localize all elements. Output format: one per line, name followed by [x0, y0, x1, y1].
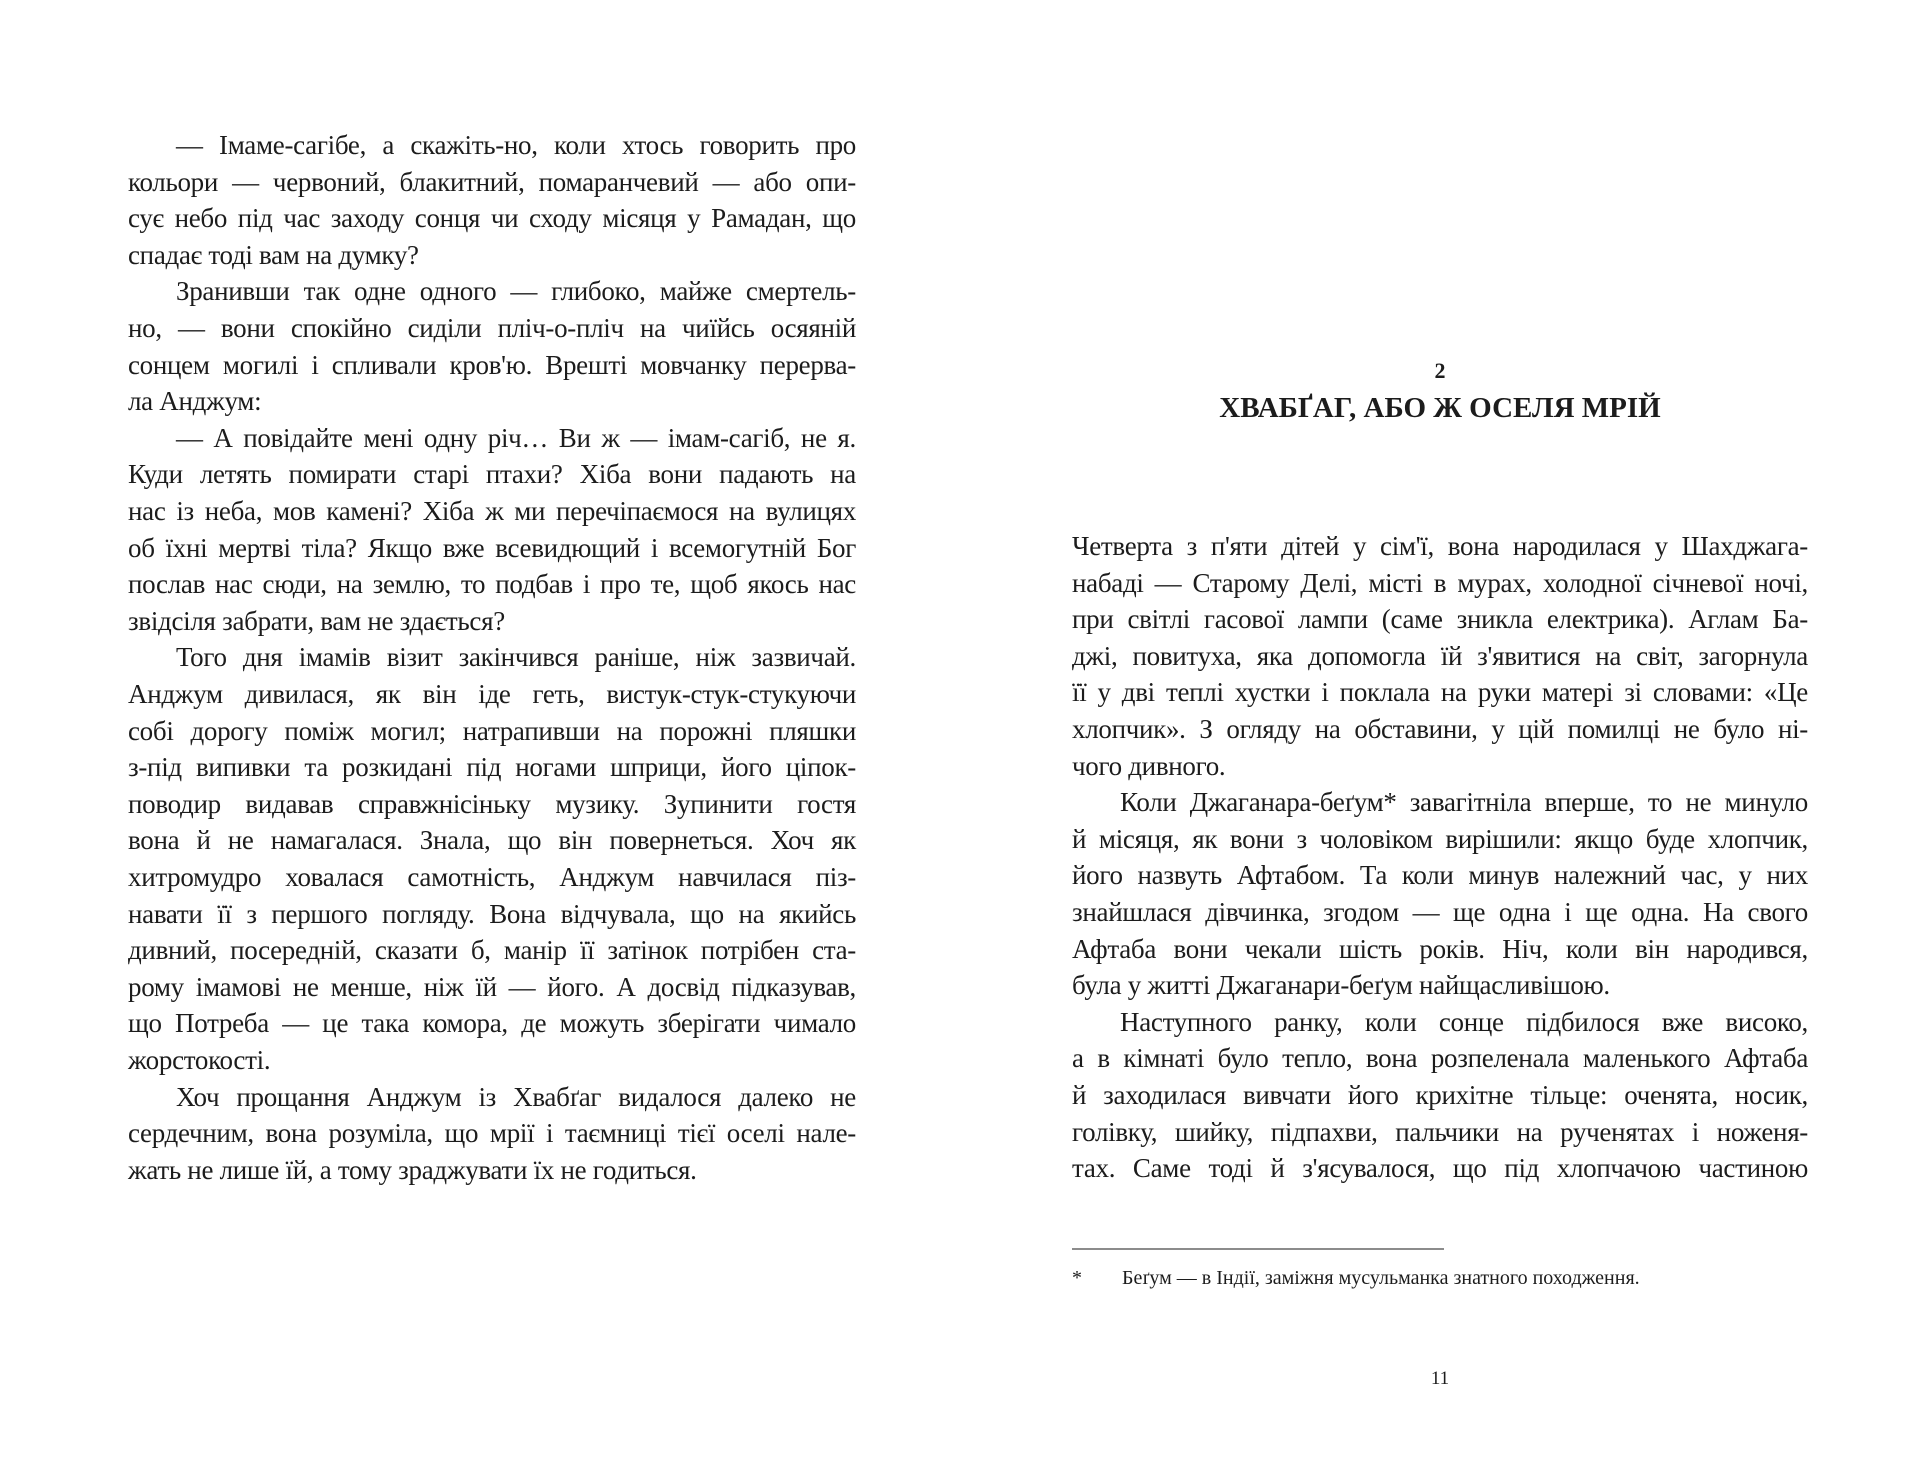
text-line: собі дорогу поміж могил; натрапивши на порожні пляшки — [128, 715, 856, 746]
text-line: поводир видавав справжнісіньку музику. Зупинити гостя — [128, 788, 856, 819]
text-line: тах. Саме тоді й з'ясувалося, що під хлопчачою частиною — [1072, 1153, 1808, 1184]
chapter-number: 2 — [1434, 358, 1446, 383]
text-line: спадає тоді вам на думку? — [128, 239, 419, 270]
text-line: жорстокості. — [128, 1045, 271, 1075]
text-line: з-під випивки та розкидані під ногами шприци, його ціпок- — [128, 752, 856, 783]
text-line: Куди летять помирати старі птахи? Хіба вони падають на — [128, 459, 856, 490]
text-line: а в кімнаті було тепло, вона розпеленала маленького Афтаба — [1072, 1043, 1808, 1074]
text-line: його назвуть Афтабом. Та коли минув належний час, у них — [1072, 860, 1808, 891]
page-number: 11 — [1430, 1368, 1450, 1389]
text-line: голівку, шийку, підпахви, пальчики на рученятах і ноженя- — [1072, 1116, 1808, 1147]
text-line: сує небо під час заходу сонця чи сходу місяця у Рамадан, що — [128, 203, 856, 234]
text-line: при світлі гасової лампи (саме зникла електрика). Аглам Ба- — [1072, 604, 1808, 635]
text-line: ла Анджум: — [128, 386, 262, 417]
text-line: Анджум дивилася, як він іде геть, вистук-стук-стукуючи — [128, 679, 856, 709]
footnote-divider — [1072, 1248, 1444, 1250]
text-line: вона й не намагалася. Знала, що він повернеться. Хоч як — [128, 825, 856, 856]
text-line: Четверта з п'яти дітей у сім'ї, вона народилася у Шахджага- — [1072, 531, 1808, 561]
text-line: Афтаба вони чекали шість років. Ніч, коли він народився, — [1072, 933, 1808, 964]
text-line: жать не лише їй, а тому зраджувати їх не годиться. — [128, 1154, 697, 1185]
chapter-title: ХВАБҐАГ, АБО Ж ОСЕЛЯ МРІЙ — [1219, 392, 1661, 424]
text-line: Хоч прощання Анджум із Хвабґаг видалося далеко не — [176, 1081, 856, 1112]
text-line: дивний, посередній, сказати б, манір її затінок потрібен ста- — [128, 935, 856, 966]
text-line: рому імамові не менше, ніж їй — його. А досвід підказував, — [128, 971, 856, 1002]
text-line: послав нас сюди, на землю, то подбав і про те, щоб якось нас — [128, 569, 856, 600]
footnote-text: Беґум — в Індії, заміжня мусульманка знатного походження. — [1122, 1267, 1640, 1289]
text-line: набаді — Старому Делі, місті в мурах, холодної січневої ночі, — [1072, 567, 1808, 598]
text-line: й місяця, як вони з чоловіком вирішили: якщо буде хлопчик, — [1072, 823, 1808, 854]
text-line: знайшлася дівчинка, згодом — ще одна і ще одна. На свого — [1072, 897, 1808, 927]
text-line: хитромудро ховалася самотність, Анджум навчилася піз- — [128, 862, 856, 892]
text-line: хлопчик». З огляду на обставини, у цій помилці не було ні- — [1072, 714, 1808, 744]
text-line: чого дивного. — [1072, 750, 1226, 781]
text-line: сонцем могилі і спливали кров'ю. Врешті мовчанку перерва- — [128, 349, 856, 380]
text-line: — Імаме-сагібе, а скажіть-но, коли хтось говорить про — [176, 130, 856, 160]
text-line: звідсіля забрати, вам не здається? — [128, 605, 505, 636]
text-line: що Потреба — це така комора, де можуть зберігати чимало — [128, 1008, 856, 1039]
text-line: Зранивши так одне одного — глибоко, майже смертель- — [176, 276, 856, 307]
text-line: й заходилася вивчати його крихітне тільце: оченята, носик, — [1072, 1080, 1808, 1110]
text-line: джі, повитуха, яка допомогла їй з'явитися на світ, загорнула — [1072, 640, 1808, 671]
footnote-mark: * — [1072, 1267, 1082, 1289]
text-line: Коли Джаганара-беґум* завагітніла вперше, то не минуло — [1120, 787, 1808, 818]
text-line: була у житті Джаганари-беґум найщасливішою. — [1072, 970, 1610, 1001]
text-line: нас із неба, мов камені? Хіба ж ми перечіпаємося на вулицях — [128, 496, 856, 526]
text-line: її у дві теплі хустки і поклала на руки матері зі словами: «Це — [1072, 677, 1808, 708]
text-line: кольори — червоний, блакитний, помаранчевий — або опи- — [128, 166, 856, 197]
text-line: но, — вони спокійно сиділи пліч-о-пліч на чиїйсь осяяній — [128, 313, 856, 343]
text-line: навати її з першого погляду. Вона відчувала, що на якийсь — [128, 898, 856, 929]
text-line: об їхні мертві тіла? Якщо вже всевидющий і всемогутній Бог — [128, 532, 856, 563]
text-line: Наступного ранку, коли сонце підбилося вже високо, — [1120, 1006, 1808, 1037]
text-line: — А повідайте мені одну річ… Ви ж — імам-сагіб, не я. — [176, 422, 856, 453]
text-line: сердечним, вона розуміла, що мрії і таємниці тієї оселі нале- — [128, 1118, 856, 1149]
text-line: Того дня імамів візит закінчився раніше, ніж зазвичай. — [176, 642, 856, 673]
